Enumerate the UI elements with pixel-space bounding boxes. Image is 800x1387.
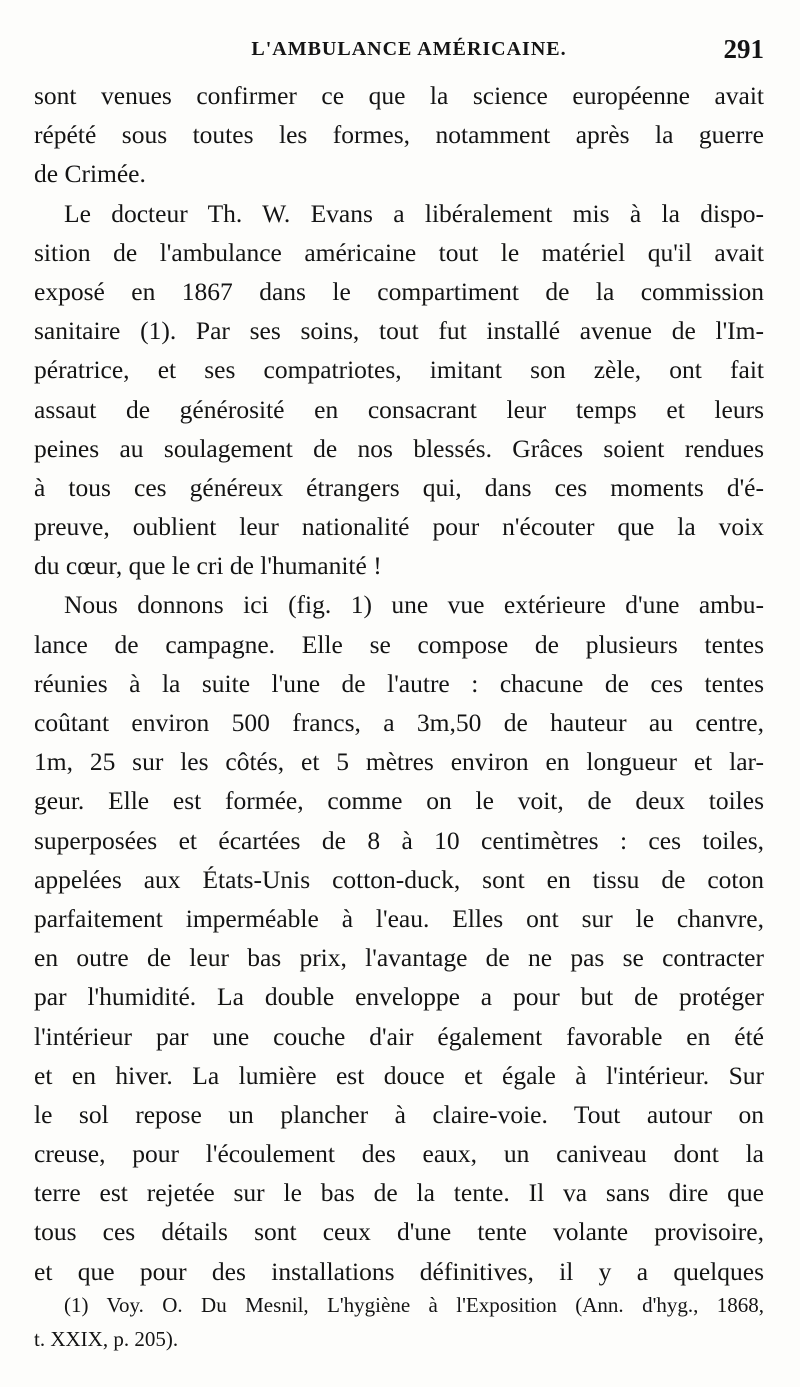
text-line: sition de l'ambulance américaine tout le matériel qu'il avait <box>34 237 764 267</box>
footnote-line: t. XXIX, p. 205). <box>34 1327 179 1351</box>
text-line: l'intérieur par une couche d'air également favorable en été <box>34 1021 764 1051</box>
footnote-line: (1) Voy. O. Du Mesnil, L'hygiène à l'Exposition (Ann. d'hyg., 1868, <box>64 1293 764 1317</box>
text-line: de Crimée. <box>34 159 146 189</box>
text-line: appelées aux États-Unis cotton-duck, sont en tissu de coton <box>34 864 764 894</box>
text-line: à tous ces généreux étrangers qui, dans ces moments d'é- <box>34 472 764 502</box>
text-line: peines au soulagement de nos blessés. Grâces soient rendues <box>34 433 764 463</box>
text-line: parfaitement imperméable à l'eau. Elles ont sur le chanvre, <box>34 903 764 933</box>
text-line: geur. Elle est formée, comme on le voit, de deux toiles <box>34 786 764 816</box>
text-line: lance de campagne. Elle se compose de plusieurs tentes <box>34 629 764 659</box>
text-line: sanitaire (1). Par ses soins, tout fut installé avenue de l'Im- <box>34 316 764 346</box>
text-line: creuse, pour l'écoulement des eaux, un caniveau dont la <box>34 1139 764 1169</box>
text-line: preuve, oublient leur nationalité pour n'écouter que la voix <box>34 512 764 542</box>
text-line: sont venues confirmer ce que la science européenne avait <box>34 81 764 110</box>
text-line: en outre de leur bas prix, l'avantage de ne pas se contracter <box>34 943 764 973</box>
text-line: du cœur, que le cri de l'humanité ! <box>34 551 382 581</box>
text-line: 1m, 25 sur les côtés, et 5 mètres environ en longueur et lar- <box>34 747 764 777</box>
text-line: exposé en 1867 dans le compartiment de la commission <box>34 276 764 306</box>
text-line: superposées et écartées de 8 à 10 centimètres : ces toiles, <box>34 825 764 855</box>
text-line: et que pour des installations définitives, il y a quelques <box>34 1256 764 1286</box>
text-line: et en hiver. La lumière est douce et égale à l'intérieur. Sur <box>34 1060 764 1090</box>
text-line: répété sous toutes les formes, notamment après la guerre <box>34 120 764 150</box>
text-line: coûtant environ 500 francs, a 3m,50 de hauteur au centre, <box>34 708 764 737</box>
page-number: 291 <box>723 34 764 64</box>
text-line: Nous donnons ici (fig. 1) une vue extérieure d'une ambu- <box>64 590 764 620</box>
text-line: tous ces détails sont ceux d'une tente volante provisoire, <box>34 1217 764 1247</box>
text-line: par l'humidité. La double enveloppe a pour but de protéger <box>34 982 764 1012</box>
text-line: le sol repose un plancher à claire-voie. Tout autour on <box>34 1099 764 1129</box>
running-title: L'AMBULANCE AMÉRICAINE. <box>251 38 567 60</box>
running-header <box>34 30 764 72</box>
body-text <box>34 76 764 1291</box>
text-line: pératrice, et ses compatriotes, imitant son zèle, ont fait <box>34 355 764 385</box>
text-line: terre est rejetée sur le bas de la tente. Il va sans dire que <box>34 1178 764 1208</box>
text-line: réunies à la suite l'une de l'autre : chacune de ces tentes <box>34 668 764 698</box>
footnote <box>34 1288 764 1356</box>
text-line: assaut de générosité en consacrant leur temps et leurs <box>34 394 764 424</box>
text-line: Le docteur Th. W. Evans a libéralement mis à la dispo- <box>64 198 764 228</box>
